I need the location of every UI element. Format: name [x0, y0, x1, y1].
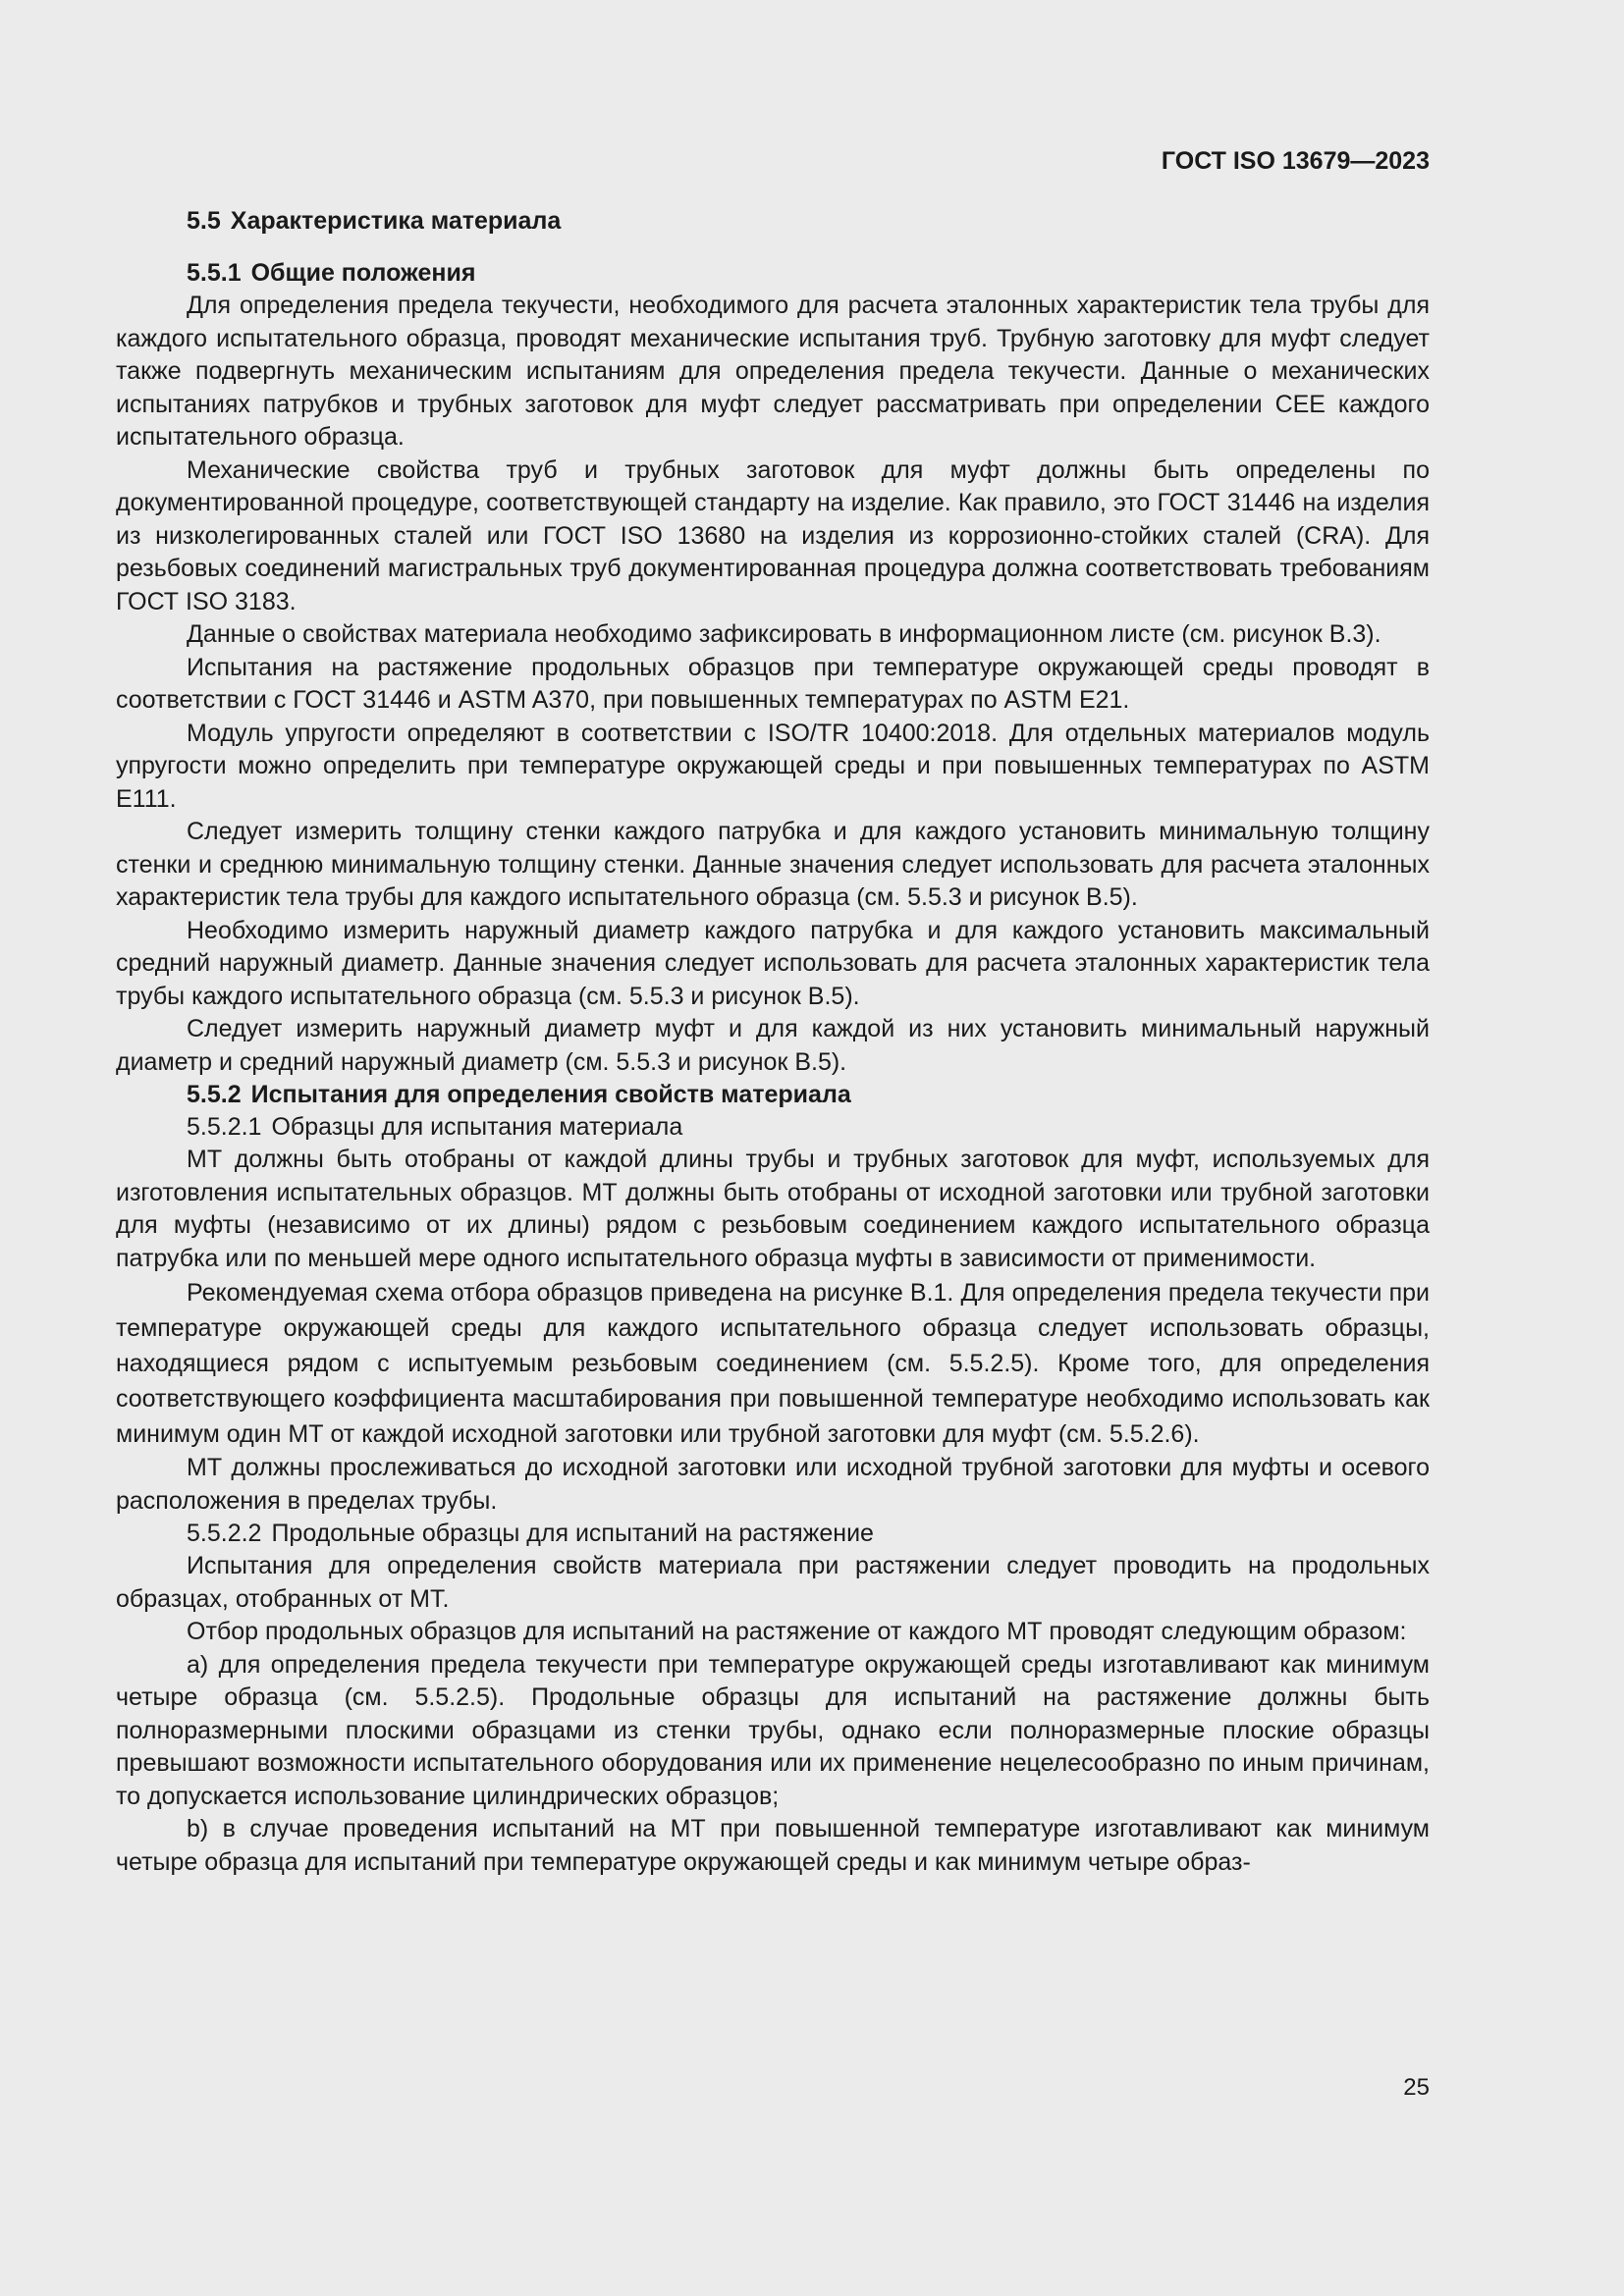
- section-title: Характеристика материала: [230, 207, 562, 235]
- section-5-5-2-1-heading: [116, 1111, 1430, 1144]
- section-title: Общие положения: [250, 259, 476, 287]
- section-number: 5.5.1: [187, 259, 242, 287]
- paragraph: Модуль упругости определяют в соответствии с ISO/TR 10400:2018. Для отдельных материалов модуль упругости можно определить при температуре окружающей среды и при повышенных температурах по ASTM E111.: [116, 719, 1430, 813]
- page-number: 25: [1403, 2074, 1430, 2101]
- section-5-5-2-2-heading: [116, 1518, 1430, 1550]
- paragraph: МТ должны быть отобраны от каждой длины трубы и трубных заготовок для муфт, используемых для изготовления испытательных образцов. МТ должны быть отобраны от исходной заготовки или трубной заготовки для муфты (независимо от их длины) рядом с резьбовым соединением каждого испытательного образца патрубка или по меньшей мере одного испытательного образца муфты в зависимости от применимости.: [116, 1146, 1430, 1272]
- document-page: [116, 147, 1430, 1879]
- section-title: Испытания для определения свойств материала: [250, 1081, 851, 1108]
- paragraph: Испытания для определения свойств материала при растяжении следует проводить на продольных образцах, отобранных от МТ.: [116, 1552, 1430, 1613]
- paragraph: Рекомендуемая схема отбора образцов приведена на рисунке B.1. Для определения предела текучести при температуре окружающей среды для каждого испытательного образца следует использовать образцы, находящиеся рядом с испытуемым резьбовым соединением (см. 5.5.2.5). Кроме того, для определения соответствующего коэффициента масштабирования при повышенной температуре необходимо использовать как минимум один МТ от каждой исходной заготовки или трубной заготовки для муфт (см. 5.5.2.6).: [116, 1279, 1430, 1448]
- document-header: ГОСТ ISO 13679—2023: [1161, 147, 1430, 175]
- list-item-a: a) для определения предела текучести при температуре окружающей среды изготавливают как минимум четыре образца (см. 5.5.2.5). Продольные образцы для испытаний на растяжение должны быть полноразмерными плоскими образцами из стенки трубы, однако если полноразмерные плоские образцы превышают возможности испытательного оборудования или их применение нецелесообразно по иным причинам, то допускается использование цилиндрических образцов;: [116, 1650, 1430, 1810]
- paragraph: Данные о свойствах материала необходимо зафиксировать в информационном листе (см. рисунок B.3).: [187, 620, 1381, 648]
- section-5-5-heading: [116, 207, 1430, 236]
- section-title: Образцы для испытания материала: [271, 1113, 683, 1141]
- paragraph: МТ должны прослеживаться до исходной заготовки или исходной трубной заготовки для муфты и осевого расположения в пределах трубы.: [116, 1454, 1430, 1515]
- section-5-5-2-heading: [116, 1079, 1430, 1111]
- list-item-b: b) в случае проведения испытаний на МТ при повышенной температуре изготавливают как минимум четыре образца для испытаний при температуре окружающей среды и как минимум четыре образ-: [116, 1815, 1430, 1876]
- paragraph: Необходимо измерить наружный диаметр каждого патрубка и для каждого установить максимальный средний наружный диаметр. Данные значения следует использовать для расчета эталонных характеристик тела трубы каждого испытательного образца (см. 5.5.3 и рисунок B.5).: [116, 916, 1430, 1010]
- section-title: Продольные образцы для испытаний на растяжение: [271, 1520, 874, 1547]
- paragraph: Испытания на растяжение продольных образцов при температуре окружающей среды проводят в соответствии с ГОСТ 31446 и ASTM A370, при повышенных температурах по ASTM E21.: [116, 653, 1430, 714]
- paragraph: Следует измерить толщину стенки каждого патрубка и для каждого установить минимальную толщину стенки и среднюю минимальную толщину стенки. Данные значения следует использовать для расчета эталонных характеристик тела трубы для каждого испытательного образца (см. 5.5.3 и рисунок B.5).: [116, 818, 1430, 911]
- section-number: 5.5.2: [187, 1081, 242, 1108]
- section-number: 5.5: [187, 207, 221, 235]
- section-number: 5.5.2.1: [187, 1113, 262, 1141]
- paragraph: Следует измерить наружный диаметр муфт и для каждой из них установить минимальный наружный диаметр и средний наружный диаметр (см. 5.5.3 и рисунок B.5).: [116, 1015, 1430, 1076]
- paragraph: Механические свойства труб и трубных заготовок для муфт должны быть определены по документированной процедуре, соответствующей стандарту на изделие. Как правило, это ГОСТ 31446 на изделия из низколегированных сталей или ГОСТ ISO 13680 на изделия из коррозионно-стойких сталей (CRA). Для резьбовых соединений магистральных труб документированная процедура должна соответствовать требованиям ГОСТ ISO 3183.: [116, 455, 1430, 615]
- section-number: 5.5.2.2: [187, 1520, 262, 1547]
- paragraph: Отбор продольных образцов для испытаний на растяжение от каждого МТ проводят следующим образом:: [187, 1618, 1407, 1645]
- paragraph: Для определения предела текучести, необходимого для расчета эталонных характеристик тела трубы для каждого испытательного образца, проводят механические испытания труб. Трубную заготовку для муфт следует также подвергнуть механическим испытаниям для определения предела текучести. Данные о механических испытаниях патрубков и трубных заготовок для муфт следует рассматривать при определении CEE каждого испытательного образца.: [116, 292, 1430, 451]
- section-5-5-1-heading: [116, 257, 1430, 290]
